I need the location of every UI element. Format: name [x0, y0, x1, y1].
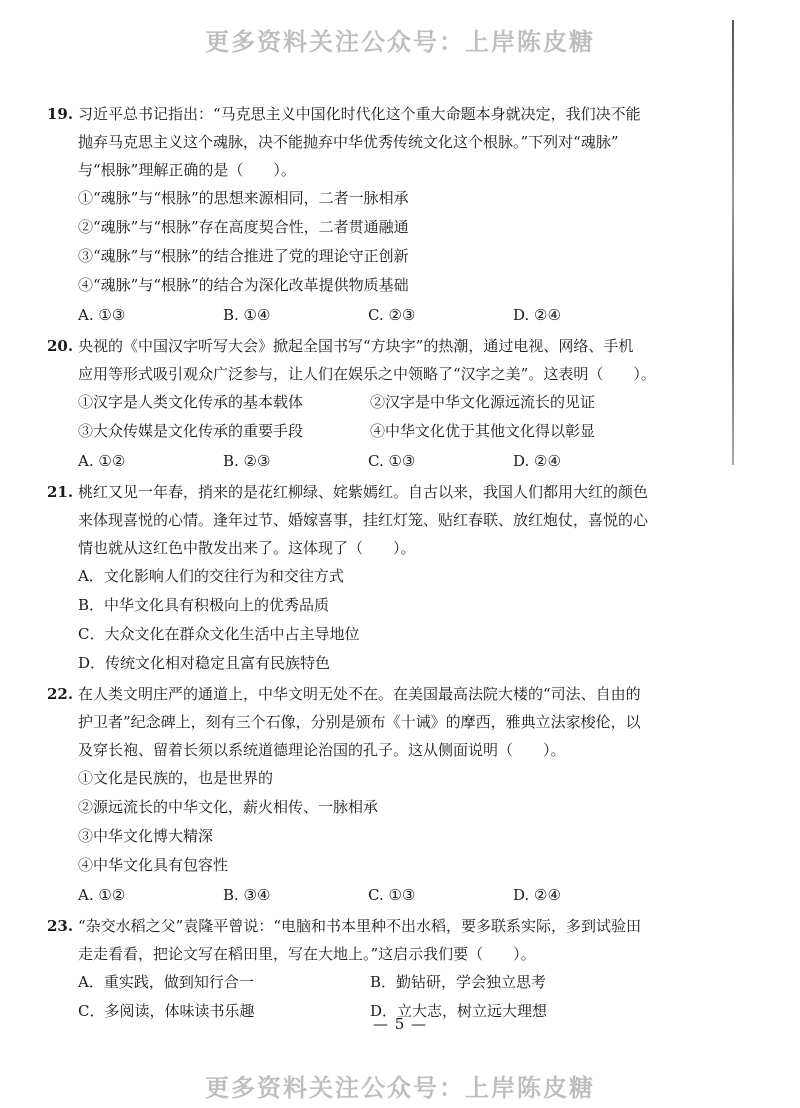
answer-option-c[interactable]: C．多阅读，体味读书乐趣 — [78, 1002, 255, 1020]
answer-option-b[interactable]: B. ①④ — [223, 306, 271, 324]
answer-option-c[interactable]: C. ②③ — [368, 306, 416, 324]
question-stem-line: 来体现喜悦的心情。逢年过节、婚嫁喜事，挂红灯笼、贴红春联、放红炮仗，喜悦的心 — [78, 511, 649, 529]
answer-option-c[interactable]: C．大众文化在群众文化生活中占主导地位 — [78, 625, 360, 643]
question-19 — [48, 100, 688, 330]
statement-item: ④中华文化优于其他文化得以彰显 — [370, 422, 596, 440]
statement-item: ②汉字是中华文化源远流长的见证 — [370, 393, 596, 411]
statement-item: ②“魂脉”与“根脉”存在高度契合性，二者贯通融通 — [78, 218, 409, 236]
answer-option-b[interactable]: B．勤钻研，学会独立思考 — [370, 973, 547, 991]
question-stem-line: 央视的《中国汉字听写大会》掀起全国书写“方块字”的热潮，通过电视、网络、手机 — [78, 337, 634, 355]
answer-option-a[interactable]: A. ①③ — [78, 306, 126, 324]
question-stem-line: 抛弃马克思主义这个魂脉，决不能抛弃中华优秀传统文化这个根脉。”下列对“魂脉” — [78, 133, 619, 151]
question-stem-line: 护卫者”纪念碑上，刻有三个石像，分别是颁布《十诫》的摩西，雅典立法家梭伦，以 — [78, 713, 641, 731]
statement-item: ①汉字是人类文化传承的基本载体 — [78, 393, 304, 411]
statement-item: ①“魂脉”与“根脉”的思想来源相同，二者一脉相承 — [78, 189, 409, 207]
answer-choices — [48, 880, 688, 910]
answer-option-d[interactable]: D．传统文化相对稳定且富有民族特色 — [78, 654, 331, 672]
statement-item: ①文化是民族的，也是世界的 — [78, 769, 274, 787]
statement-item: ③“魂脉”与“根脉”的结合推进了党的理论守正创新 — [78, 247, 409, 265]
statement-item: ④“魂脉”与“根脉”的结合为深化改革提供物质基础 — [78, 276, 409, 294]
question-20 — [48, 332, 688, 476]
answer-option-a[interactable]: A. ①② — [78, 886, 126, 904]
answer-choices — [48, 446, 688, 476]
question-stem-line: 应用等形式吸引观众广泛参与，让人们在娱乐之中领略了“汉字之美”。这表明（ ）。 — [78, 365, 656, 383]
question-22 — [48, 680, 688, 910]
answer-option-a[interactable]: A. ①② — [78, 452, 126, 470]
question-number: 19. — [47, 105, 74, 123]
answer-option-b[interactable]: B. ③④ — [223, 886, 271, 904]
scan-edge-line — [732, 20, 734, 465]
question-21 — [48, 478, 688, 678]
question-stem-line: 在人类文明庄严的通道上，中华文明无处不在。在美国最高法院大楼的“司法、自由的 — [78, 685, 641, 703]
answer-option-b[interactable]: B．中华文化具有积极向上的优秀品质 — [78, 596, 330, 614]
watermark-top: 更多资料关注公众号：上岸陈皮糖 — [205, 28, 595, 56]
answer-option-a[interactable]: A．文化影响人们的交往行为和交往方式 — [78, 567, 344, 585]
question-number: 21. — [47, 483, 74, 501]
page-number: — 5 — — [372, 1015, 428, 1033]
question-number: 22. — [47, 685, 74, 703]
answer-option-c[interactable]: C. ①③ — [368, 452, 416, 470]
statement-item: ④中华文化具有包容性 — [78, 856, 229, 874]
answer-option-b[interactable]: B. ②③ — [223, 452, 271, 470]
question-stem-line: “杂交水稻之父”袁隆平曾说：“电脑和书本里种不出水稻，要多联系实际，多到试验田 — [78, 917, 642, 935]
answer-option-a[interactable]: A．重实践，做到知行合一 — [78, 973, 254, 991]
answer-option-d[interactable]: D. ②④ — [513, 886, 561, 904]
question-stem-line: 习近平总书记指出：“马克思主义中国化时代化这个重大命题本身就决定，我们决不能 — [78, 105, 641, 123]
answer-choices — [48, 300, 688, 330]
question-list — [48, 100, 688, 1028]
question-stem-line: 桃红又见一年春，捎来的是花红柳绿、姹紫嫣红。自古以来，我国人们都用大红的颜色 — [78, 483, 649, 501]
question-number: 20. — [47, 337, 74, 355]
answer-option-c[interactable]: C. ①③ — [368, 886, 416, 904]
question-stem-line: 与“根脉”理解正确的是（ ）。 — [78, 161, 296, 179]
statement-item: ③大众传媒是文化传承的重要手段 — [78, 422, 304, 440]
question-stem-line: 及穿长袍、留着长须以系统道德理论治国的孔子。这从侧面说明（ ）。 — [78, 741, 566, 759]
watermark-bottom: 更多资料关注公众号：上岸陈皮糖 — [205, 1074, 595, 1102]
statement-item: ③中华文化博大精深 — [78, 827, 214, 845]
answer-option-d[interactable]: D. ②④ — [513, 452, 561, 470]
question-23 — [48, 912, 688, 1026]
statement-item: ②源远流长的中华文化，薪火相传、一脉相承 — [78, 798, 379, 816]
answer-option-d[interactable]: D．立大志，树立远大理想 — [370, 1002, 548, 1020]
answer-option-d[interactable]: D. ②④ — [513, 306, 561, 324]
question-number: 23. — [47, 917, 74, 935]
question-stem-line: 情也就从这红色中散发出来了。这体现了（ ）。 — [78, 539, 416, 557]
question-stem-line: 走走看看，把论文写在稻田里，写在大地上。”这启示我们要（ ）。 — [78, 945, 536, 963]
